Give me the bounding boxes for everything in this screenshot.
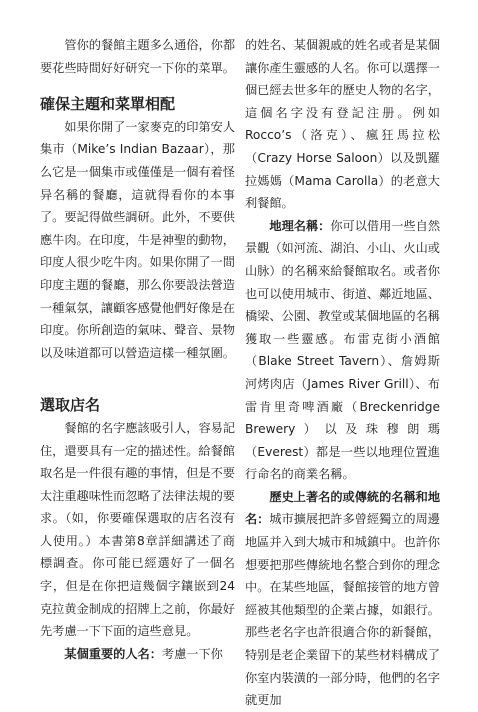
important-name-text: 考慮一下你	[161, 646, 223, 661]
left-column	[40, 34, 235, 665]
continued-paragraph: 的姓名、某個親戚的姓名或者是某個讓你產生靈感的人名。你可以選擇一個已經去世多年的歷史人物的名字，這個名字没有登記注册。例如Rocco’s（洛克）、瘋狂馬拉松（Crazy Horse Saloon）以及凱羅拉媽媽（Mama Carolla）的老意大利餐館。	[245, 38, 440, 211]
geographic-name-paragraph	[245, 215, 440, 486]
geographic-name-text: 你可以借用一些自然景觀（如河流、湖泊、小山、火山或山脉）的名稱來給餐館取名。或者你也可以使用城市、街道、鄰近地區、橋梁、公園、教堂或某個地區的名稱獲取一些靈感。布雷克街小酒館（Blake Street Tavern）、詹姆斯河烤肉店（James River Grill）、布雷肯里奇啤酒廠（Breckenridge Brewery）以及珠穆朗瑪（Everest）都是一些以地理位置進行命名的商業名稱。	[245, 218, 441, 482]
important-name-paragraph	[40, 643, 235, 666]
historic-name-text: 城市擴展把許多曾經獨立的周邊地區并入到大城市和城鎮中。也許你想要把那些傳統地名整合到你的理念中。在某些地區，餐館接管的地方曾經被其他類型的企業占據，如銀行。那些老名字也許很適合你的新餐館，特别是老企業留下的某些材料構成了你室内裝潢的一部分時，他們的名字就更加	[245, 512, 440, 708]
right-column	[245, 34, 440, 712]
theme-paragraph: 如果你開了一家麥克的印第安人集市（Mike’s Indian Bazaar），那么它是一個集市或僅僅是一個有着怪异名稱的餐廳，這就得看你的本事了。要記得做些調研。此外，不要供應牛肉。在印度，牛是神聖的動物，印度人很少吃牛肉。如果你開了一間印度主題的餐廳，那么你要設法營造一種氣氛，讓顧客感覺他們好像是在印度。你所創造的氣味、聲音、景物以及味道都可以營造這樣一種氛圍。	[40, 119, 236, 360]
intro-paragraph: 管你的餐館主題多么通俗，你都要花些時間好好研究一下你的菜單。	[40, 38, 236, 75]
geographic-name-label: 地理名稱：	[269, 218, 331, 233]
historic-name-paragraph	[245, 486, 440, 712]
section-heading-theme-menu: 確保主題和菜單相配	[40, 95, 176, 114]
historic-name-label: 歷史上著名的或傳統的名稱和地名：	[245, 489, 441, 527]
section-heading-naming: 選取店名	[40, 396, 101, 415]
important-name-label: 某個重要的人名：	[64, 646, 162, 661]
naming-paragraph: 餐館的名字應該吸引人，容易記住，還要具有一定的描述性。給餐館取名是一件很有趣的事情，但是不要太注重趣味性而忽略了法律法規的要求。（如，你要確保選取的店名沒有人使用。）本書第8章詳細講述了商標調查。你可能已經選好了一個名字，但是在你把這幾個字鑲嵌到24克拉黄金制成的招牌上之前，你最好先考慮一下下面的這些意見。	[40, 420, 236, 639]
